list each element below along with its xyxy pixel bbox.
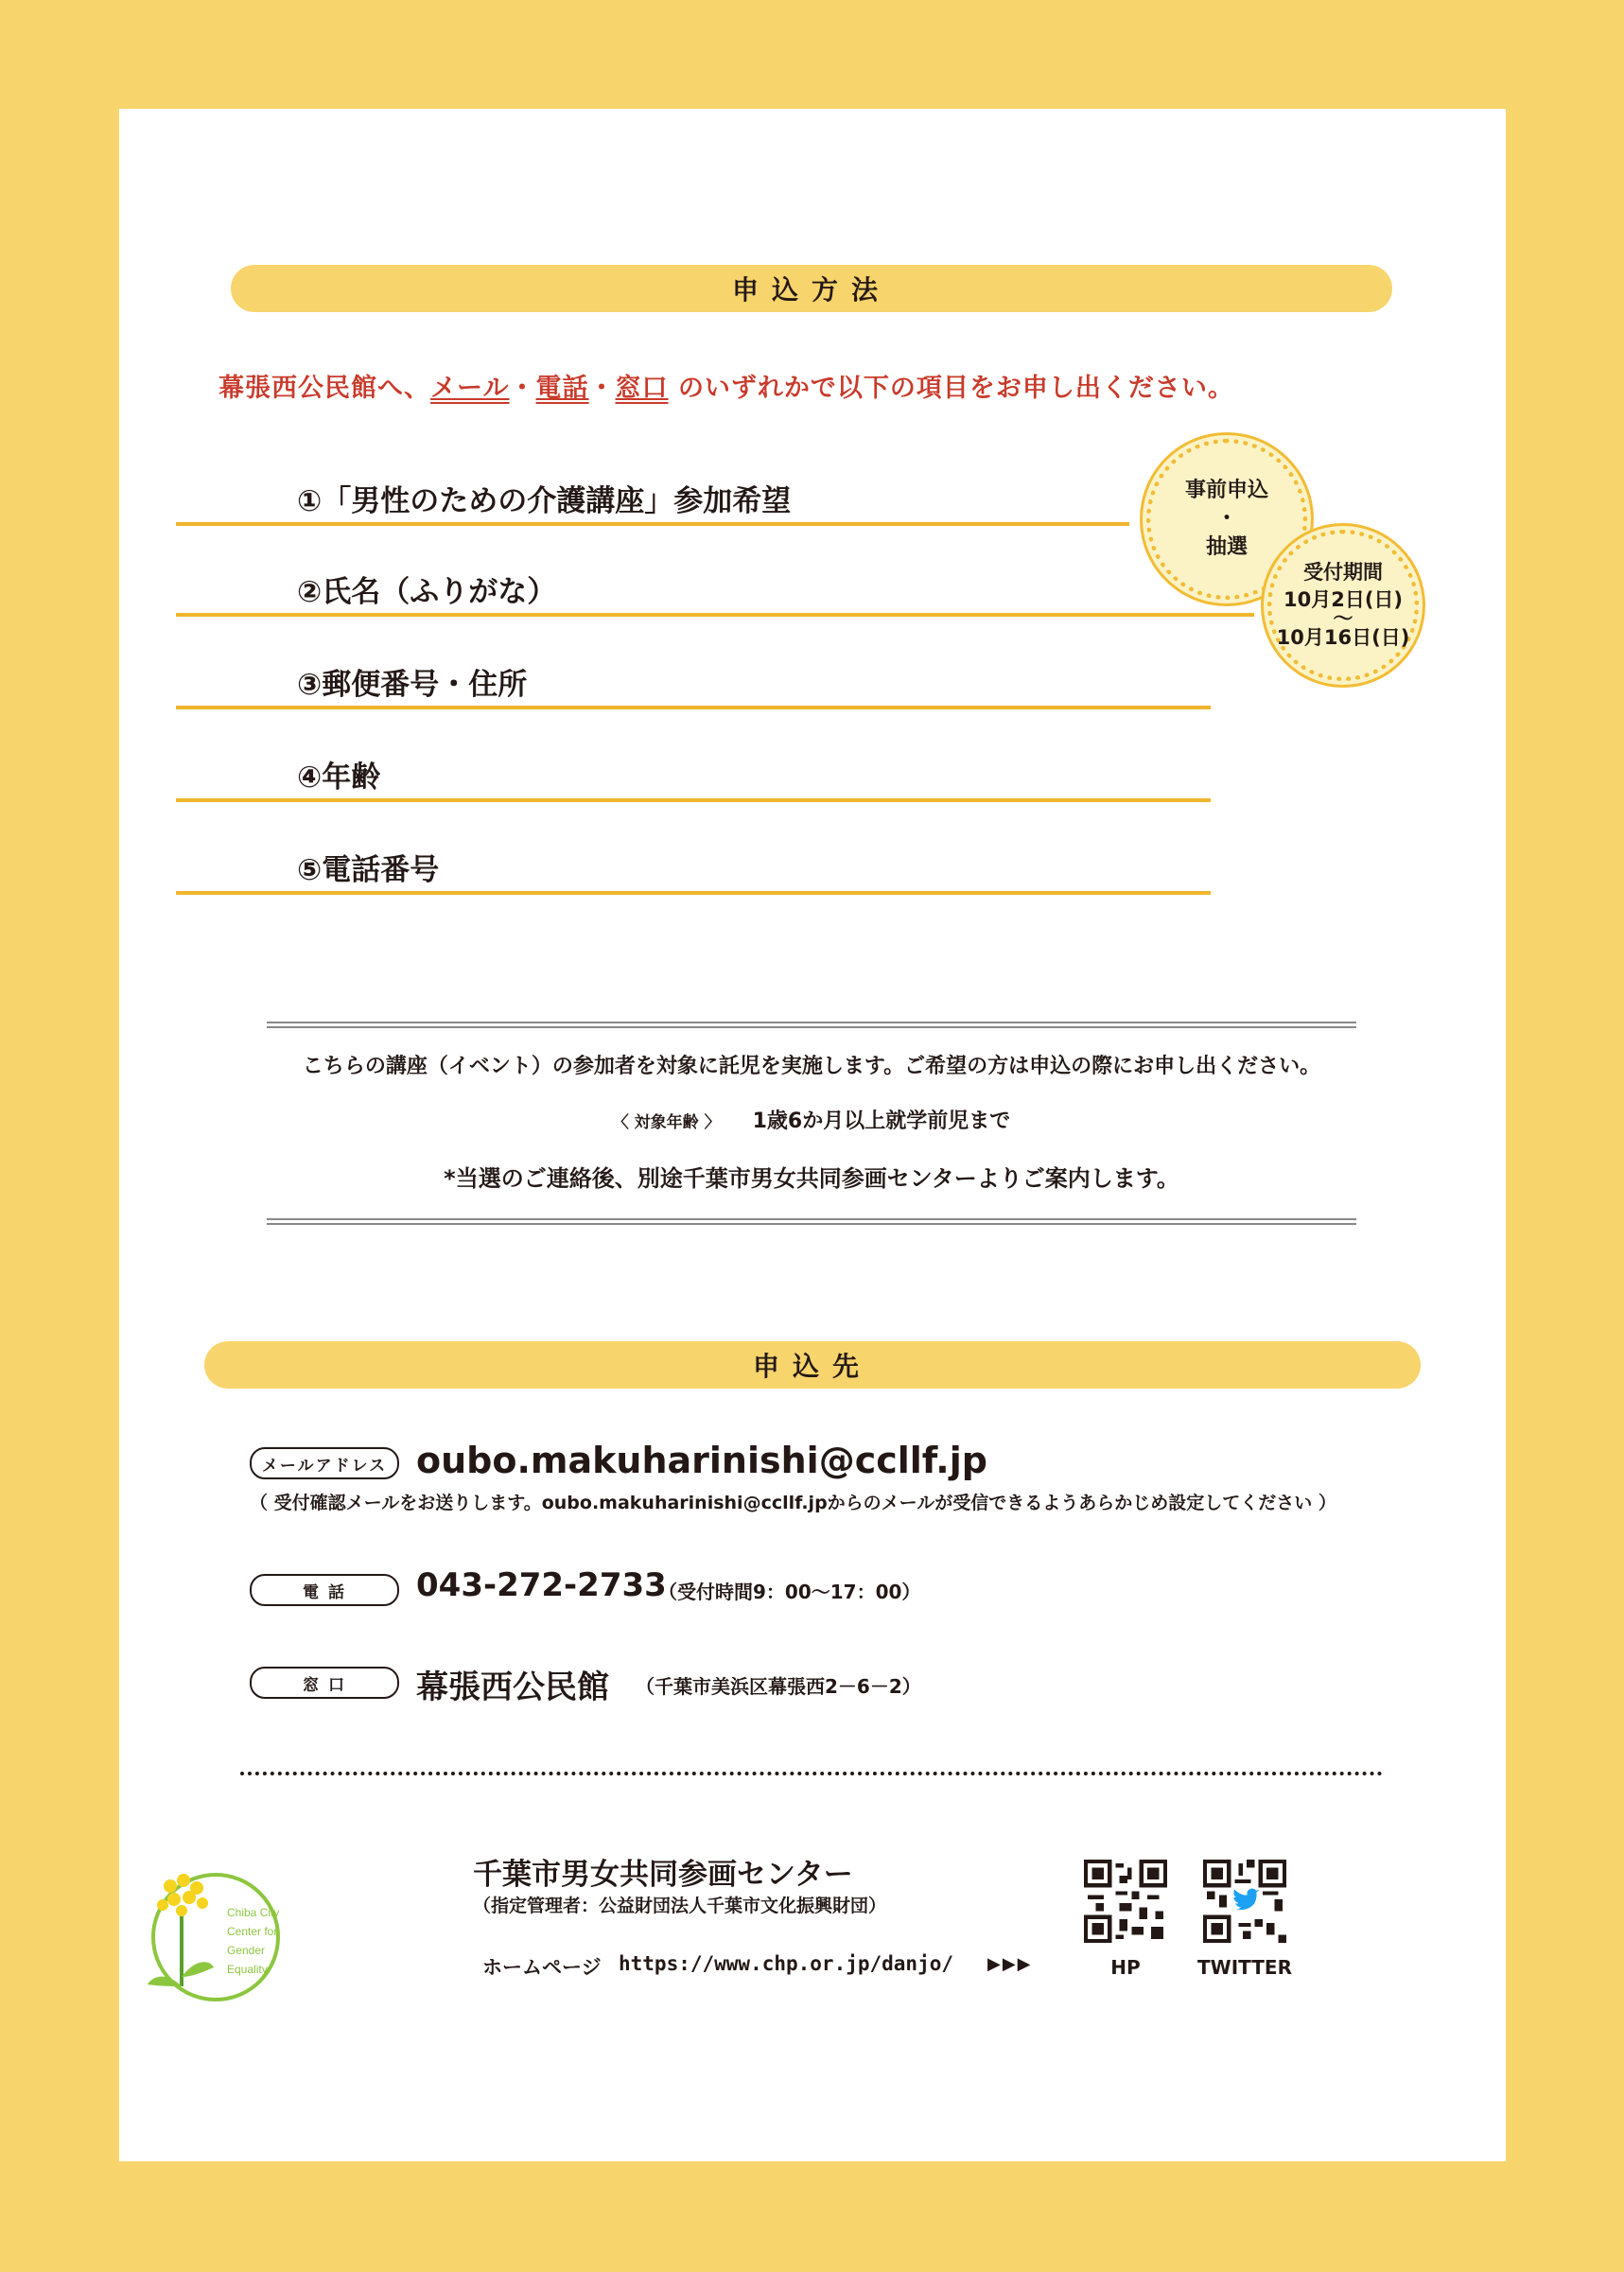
lead-text: 幕張西公民館へ、メール・電話・窓口 のいずれかで以下の項目をお申し出ください。 (218, 374, 1234, 403)
section-header-apply-to: 申込先 (204, 1341, 1421, 1389)
badge-lottery: 事前申込 ・ 抽選 (1146, 439, 1307, 600)
form-item-1: ①「男性のための介護講座」参加希望 (176, 473, 1129, 526)
qr-code-icon (1203, 1860, 1286, 1943)
dotted-divider (240, 1772, 1383, 1775)
childcare-age: 〈 対象年齢 〉 1歳6か月以上就学前児まで (612, 1110, 1011, 1133)
email-address[interactable]: oubo.makuharinishi@ccllf.jp (416, 1440, 987, 1481)
window-place: 幕張西公民館 (416, 1669, 609, 1706)
twitter-qr-code[interactable] (1203, 1860, 1286, 1943)
badge-period: 受付期間 10月2日(日) 〜 10月16日(日) (1267, 530, 1419, 681)
qr-code-icon (1084, 1860, 1167, 1943)
svg-text:Center for: Center for (227, 1925, 278, 1938)
form-item-4: ④年齢 (176, 749, 1211, 802)
form-item-5: ⑤電話番号 (176, 842, 1211, 895)
divider-bottom (267, 1218, 1356, 1225)
divider-top (267, 1022, 1356, 1028)
email-note: （ 受付確認メールをお送りします。oubo.makuharinishi@ccllf.jpからのメールが受信できるようあらかじめ設定してください ） (250, 1493, 1336, 1513)
phone-number[interactable]: 043-272-2733 (416, 1566, 667, 1604)
footer-hp-url[interactable]: https://www.chp.or.jp/danjo/ (619, 1952, 954, 1975)
twitter-qr-label: TWITTER (1197, 1956, 1292, 1979)
svg-text:Gender: Gender (227, 1944, 266, 1957)
childcare-note: *当選のご連絡後、別途千葉市男女共同参画センターよりご案内します。 (444, 1165, 1179, 1192)
window-label: 窓 口 (250, 1667, 399, 1699)
footer-hp-label: ホームページ (482, 1956, 602, 1979)
hp-qr-label: HP (1110, 1956, 1141, 1979)
center-logo (115, 1844, 286, 2015)
phone-hours: （受付時間9：00〜17：00） (658, 1581, 921, 1603)
arrows-icon: ▶▶▶ (987, 1954, 1033, 1974)
hp-qr-code[interactable] (1084, 1860, 1167, 1943)
svg-text:Chiba City: Chiba City (227, 1906, 280, 1919)
rapeseed-logo-icon (115, 1844, 286, 2015)
footer-manager: （指定管理者：公益財団法人千葉市文化振興財団） (473, 1896, 887, 1916)
window-address: （千葉市美浜区幕張西2－6－2） (636, 1675, 921, 1698)
email-label: メールアドレス (250, 1447, 399, 1479)
form-item-3: ③郵便番号・住所 (176, 656, 1211, 709)
svg-text:Equality: Equality (227, 1963, 268, 1976)
phone-label: 電 話 (250, 1574, 399, 1606)
footer-org: 千葉市男女共同参画センター (473, 1858, 853, 1892)
form-item-2: ②氏名（ふりがな） (176, 564, 1254, 617)
section-header-apply-method: 申込方法 (231, 265, 1392, 312)
childcare-text: こちらの講座（イベント）の参加者を対象に託児を実施します。ご希望の方は申込の際にお申し出ください。 (302, 1055, 1321, 1078)
